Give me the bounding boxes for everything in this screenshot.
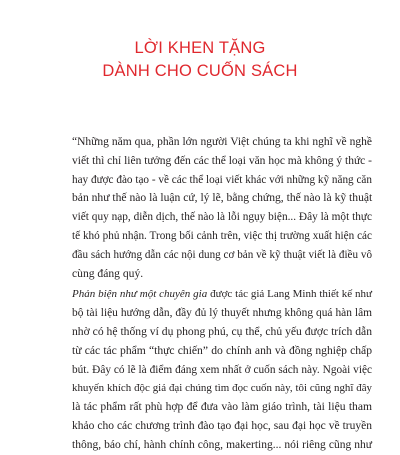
text-line: hay được đào tạo - về các thể loại viết khác với những kỹ năng căn (72, 173, 372, 186)
heading-line-2: DÀNH CHO CUỐN SÁCH (102, 62, 298, 80)
text-line-rest: được tác giả Lang Minh thiết kế như (207, 288, 372, 301)
text-line: bản như thế nào là luận cứ, lý lẽ, bằng chứng, thế nào là kỹ thuật (72, 191, 373, 205)
text-line-first (72, 285, 372, 304)
heading-line-1: LỜI KHEN TẶNG (134, 39, 266, 57)
text-line: đầu sách hướng dẫn các nội dung cơ bản về kỹ thuật viết là điều vô (72, 248, 372, 261)
text-line: từ các tác phẩm “thực chiến” do chính anh và đồng nghiệp chấp (72, 343, 372, 357)
text-line: nhờ có hệ thống ví dụ phong phú, cụ thể, chủ yếu được trích dẫn (72, 324, 372, 338)
text-line: là tác phẩm rất phù hợp để đưa vào làm giáo trình, tài liệu tham (72, 400, 372, 414)
text-line: bút. Đây có lẽ là điểm đáng xem nhất ở cuốn sách này. Ngoài việc (72, 363, 372, 376)
paragraph-2 (72, 285, 372, 454)
paragraph-1 (72, 133, 372, 283)
text-line: khảo cho các chương trình đào tạo đại học, sau đại học về truyền (72, 419, 372, 432)
text-line: “Những năm qua, phần lớn người Việt chúng ta khi nghĩ về nghề (72, 136, 372, 148)
praise-text (72, 133, 372, 455)
page-heading (0, 37, 400, 83)
text-line: bộ tài liệu hướng dẫn, đầy đủ lý thuyết nhưng không quá hàn lâm (72, 307, 372, 320)
text-line: cùng đáng quý. (72, 266, 144, 280)
text-line: khuyến khích độc giả đại chúng tìm đọc cuốn này, tôi cũng nghĩ đây (72, 382, 372, 395)
text-line: viết thì chỉ liên tưởng đến các thể loại văn học mà không ý thức - (72, 154, 372, 167)
book-title-italic: Phản biện như một chuyên gia (72, 288, 208, 301)
text-line: tế khó phủ nhận. Trong bối cảnh trên, việc thị trường xuất hiện các (72, 229, 372, 242)
text-line: viết quy nạp, diễn dịch, thế nào là lỗi ngụy biện... Đây là một thực (72, 211, 372, 224)
text-line: thông, báo chí, hành chính công, makerting... nói riêng cũng như (72, 438, 372, 451)
